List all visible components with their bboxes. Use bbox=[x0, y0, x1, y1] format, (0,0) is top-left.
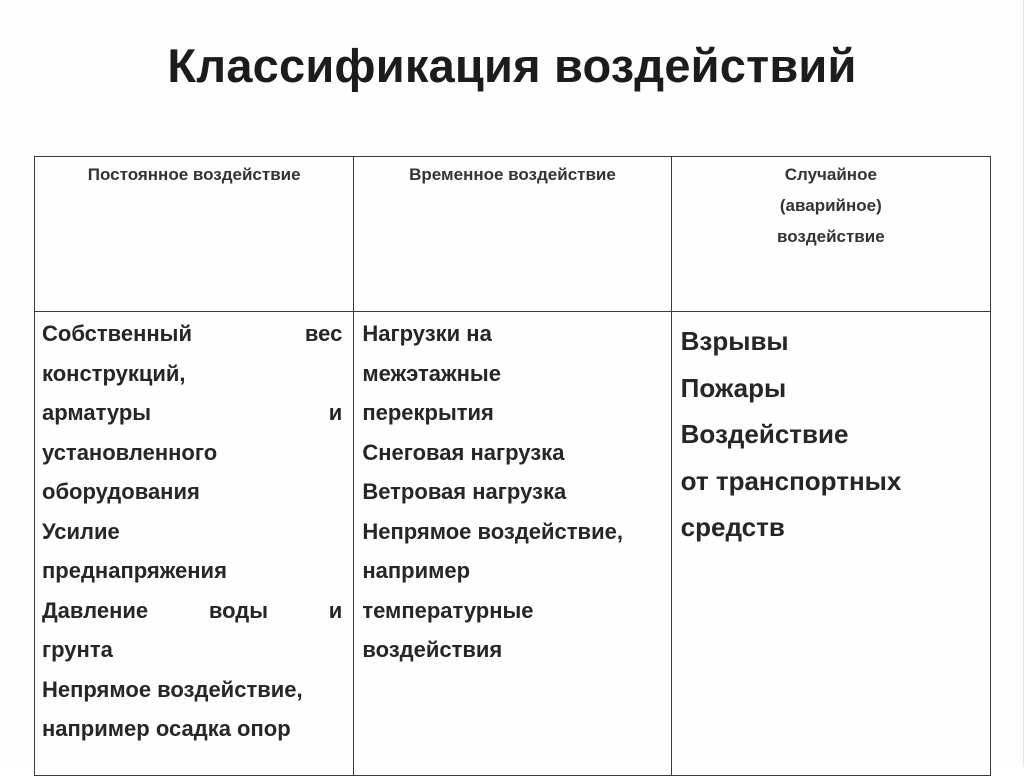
accidental-line: от транспортных bbox=[680, 465, 902, 496]
permanent-line-11: например осадка опор bbox=[42, 716, 291, 741]
permanent-word: воды bbox=[208, 597, 269, 623]
temporary-line: Непрямое воздействие, bbox=[362, 518, 623, 544]
temporary-line: например bbox=[362, 558, 471, 583]
temporary-line: Ветровая нагрузка bbox=[362, 479, 567, 504]
header-accidental bbox=[671, 157, 990, 312]
header-permanent bbox=[35, 157, 354, 312]
permanent-word: арматуры bbox=[42, 400, 152, 425]
permanent-word: и bbox=[328, 597, 343, 623]
content-row bbox=[35, 312, 991, 776]
header-temporary-line: Временное воздействие bbox=[409, 165, 616, 184]
permanent-line-4: установленного bbox=[42, 439, 218, 465]
header-permanent-line: Постоянное воздействие bbox=[87, 165, 301, 184]
accidental-cell bbox=[671, 312, 990, 776]
temporary-line: межэтажные bbox=[362, 360, 501, 386]
temporary-line: температурные bbox=[362, 597, 534, 623]
header-accidental-line-2: (аварийное) bbox=[779, 196, 882, 215]
accidental-line: Пожары bbox=[680, 372, 787, 403]
permanent-line-10: Непрямое воздействие, bbox=[42, 676, 303, 702]
header-accidental-line-1: Случайное bbox=[784, 165, 877, 184]
permanent-word: Давление bbox=[42, 597, 149, 623]
header-temporary bbox=[354, 157, 671, 312]
permanent-line-1 bbox=[42, 314, 342, 354]
permanent-line-8 bbox=[42, 591, 342, 631]
permanent-word: и bbox=[328, 400, 343, 425]
classification-table bbox=[34, 156, 991, 776]
permanent-line-7: преднапряжения bbox=[42, 558, 227, 583]
temporary-cell bbox=[354, 312, 671, 776]
permanent-line-3 bbox=[42, 393, 342, 433]
permanent-line-9: грунта bbox=[42, 637, 113, 662]
accidental-line: Воздействие bbox=[680, 419, 849, 449]
slide-title: Классификация воздействий bbox=[167, 39, 857, 92]
accidental-line: Взрывы bbox=[680, 326, 789, 356]
temporary-line: Нагрузки на bbox=[362, 321, 492, 346]
header-row bbox=[35, 157, 991, 312]
permanent-line-2: конструкций, bbox=[42, 360, 186, 386]
accidental-line: средств bbox=[680, 512, 785, 542]
temporary-line: перекрытия bbox=[362, 400, 494, 425]
temporary-line: Снеговая нагрузка bbox=[362, 439, 565, 465]
permanent-line-5: оборудования bbox=[42, 479, 200, 504]
permanent-word: Собственный bbox=[42, 321, 192, 346]
permanent-cell bbox=[35, 312, 354, 776]
temporary-line: воздействия bbox=[362, 637, 503, 662]
permanent-word: вес bbox=[304, 321, 343, 346]
permanent-line-6: Усилие bbox=[42, 518, 120, 544]
header-accidental-line-3: воздействие bbox=[776, 227, 885, 246]
